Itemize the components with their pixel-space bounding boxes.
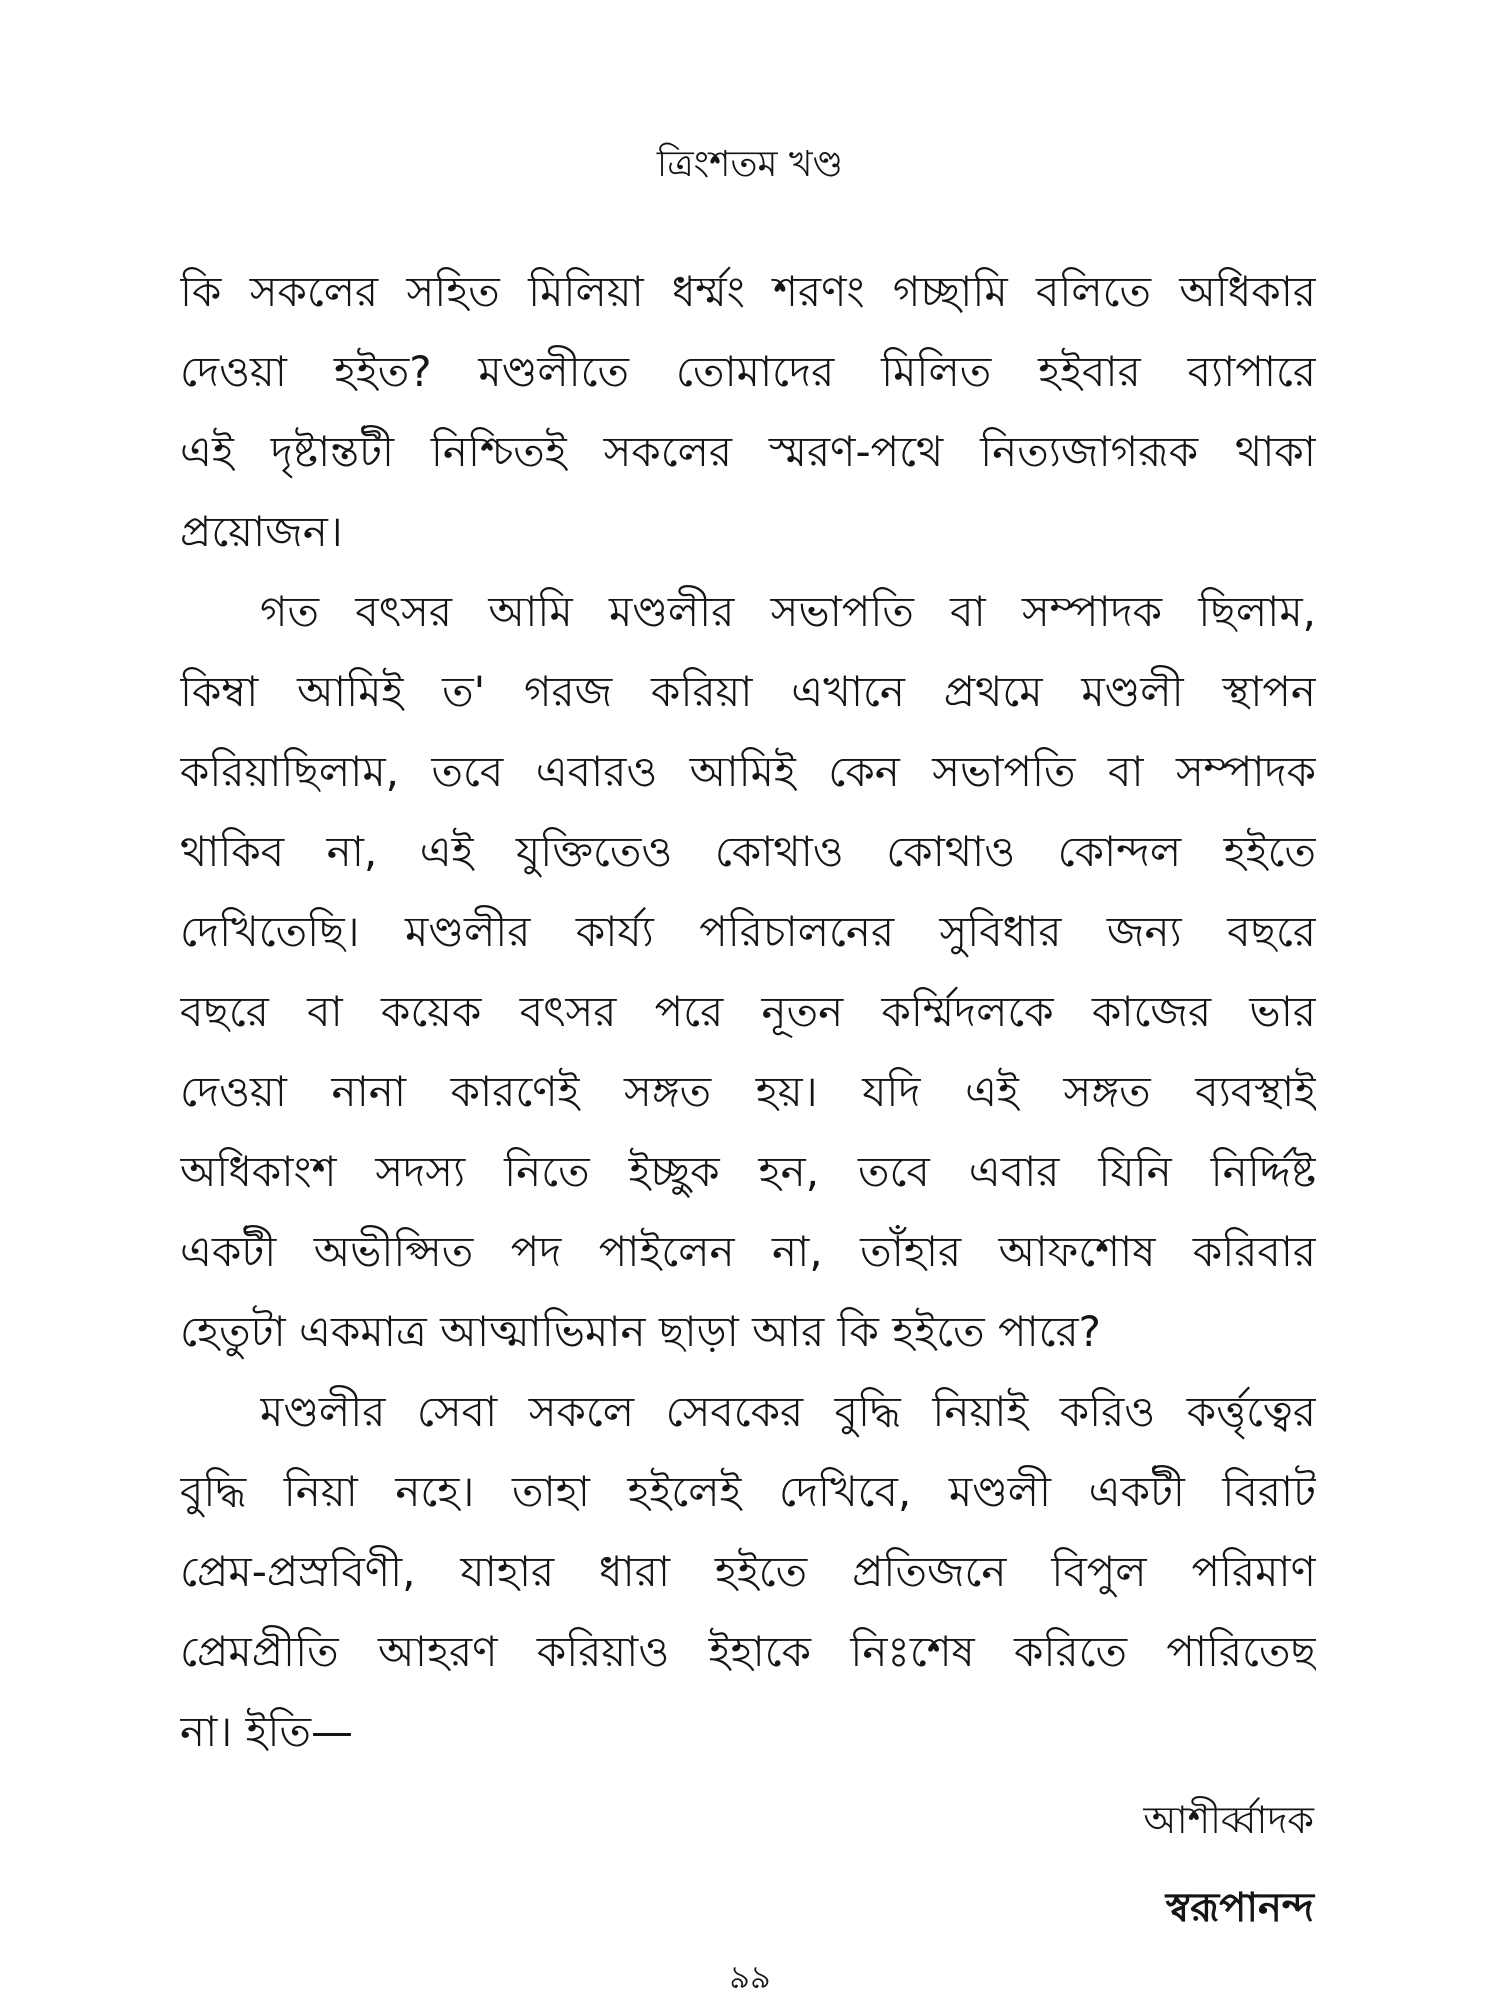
text-line-7: করিয়াছিলাম, তবে এবারও আমিই কেন সভাপতি বা সম্পাদক (180, 747, 1316, 796)
text-line-13: একটী অভীপ্সিত পদ পাইলেন না, তাঁহার আফশোষ করিবার (180, 1227, 1316, 1276)
text-line-1: কি সকলের সহিত মিলিয়া ধর্ম্মং শরণং গচ্ছামি বলিতে অধিকার (180, 267, 1316, 316)
text-line-5: গত বৎসর আমি মণ্ডলীর সভাপতি বা সম্পাদক ছিলাম, (260, 587, 1316, 636)
text-line-19: না। ইতি— (180, 1707, 353, 1756)
text-line-17: প্রেম-প্রস্রবিণী, যাহার ধারা হইতে প্রতিজনে বিপুল পরিমাণ (180, 1547, 1316, 1596)
signature-closing: আশীর্ব্বাদক (1143, 1798, 1314, 1842)
text-line-9: দেখিতেছি। মণ্ডলীর কার্য্য পরিচালনের সুবিধার জন্য বছরে (180, 907, 1316, 956)
text-line-4: প্রয়োজন। (180, 507, 343, 556)
text-line-18: প্রেমপ্রীতি আহরণ করিয়াও ইহাকে নিঃশেষ করিতে পারিতেছ (180, 1627, 1316, 1676)
text-line-12: অধিকাংশ সদস্য নিতে ইচ্ছুক হন, তবে এবার যিনি নির্দ্দিষ্ট (180, 1147, 1316, 1196)
running-title: ত্রিংশতম খণ্ড (656, 144, 844, 185)
text-line-2: দেওয়া হইত? মণ্ডলীতে তোমাদের মিলিত হইবার ব্যাপারে (180, 347, 1316, 396)
text-line-14: হেতুটা একমাত্র আত্মাভিমান ছাড়া আর কি হইতে পারে? (180, 1307, 1101, 1356)
text-line-11: দেওয়া নানা কারণেই সঙ্গত হয়। যদি এই সঙ্গত ব্যবস্থাই (180, 1067, 1316, 1116)
text-line-15: মণ্ডলীর সেবা সকলে সেবকের বুদ্ধি নিয়াই করিও কর্ত্তৃত্বের (260, 1387, 1316, 1436)
text-line-16: বুদ্ধি নিয়া নহে। তাহা হইলেই দেখিবে, মণ্ডলী একটী বিরাট (180, 1467, 1316, 1516)
text-line-10: বছরে বা কয়েক বৎসর পরে নূতন কর্ম্মিদলকে কাজের ভার (180, 987, 1316, 1036)
text-line-8: থাকিব না, এই যুক্তিতেও কোথাও কোথাও কোন্দল হইতে (180, 827, 1316, 876)
page-number: ৯৯ (729, 1958, 771, 1996)
text-line-6: কিম্বা আমিই ত' গরজ করিয়া এখানে প্রথমে মণ্ডলী স্থাপন (180, 667, 1316, 716)
text-line-3: এই দৃষ্টান্তটী নিশ্চিতই সকলের স্মরণ-পথে নিত্যজাগরূক থাকা (180, 427, 1316, 476)
signature-name: স্বরূপানন্দ (1165, 1885, 1314, 1931)
